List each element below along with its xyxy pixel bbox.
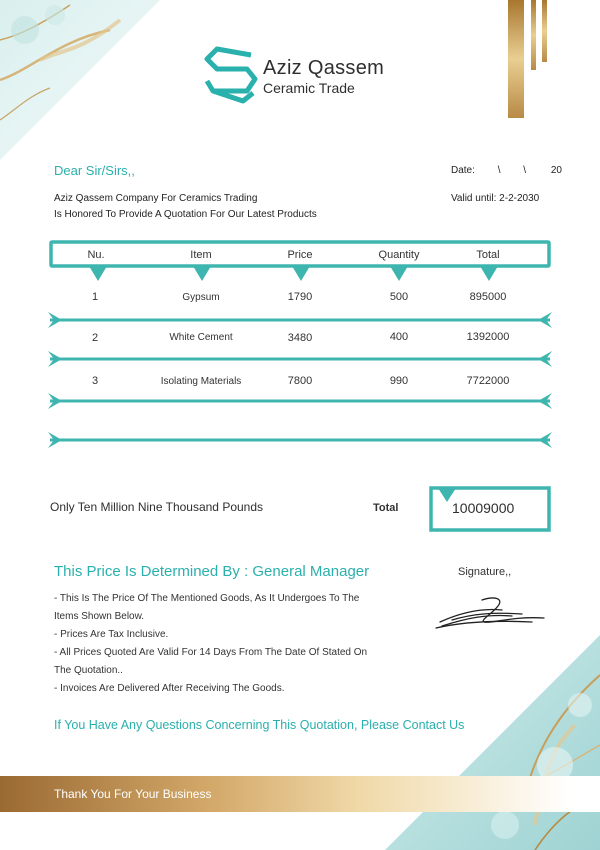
cell-price: 7800	[287, 375, 313, 387]
quotation-table-frame	[46, 237, 554, 457]
contact-line: If You Have Any Questions Concerning This Quotation, Please Contact Us	[54, 718, 465, 732]
marble-corner-top-left	[0, 0, 160, 160]
date-line	[451, 165, 562, 176]
date-separator: \	[523, 165, 527, 176]
note-line: Items Shown Below.	[54, 611, 145, 622]
signature-scribble	[432, 592, 550, 632]
cell-total: 1392000	[466, 331, 510, 343]
cell-nu: 2	[91, 332, 99, 344]
valid-until: Valid until: 2-2-2030	[451, 193, 540, 204]
signature-label: Signature,,	[458, 566, 512, 578]
cell-nu: 3	[91, 375, 99, 387]
intro-line-2: Is Honored To Provide A Quotation For Our Latest Products	[54, 209, 317, 220]
greeting: Dear Sir/Sirs,,	[54, 163, 135, 178]
company-logo-icon	[203, 45, 259, 105]
cell-quantity: 500	[389, 291, 409, 303]
cell-price: 3480	[287, 332, 313, 344]
cell-quantity: 400	[389, 331, 409, 343]
total-in-words: Only Ten Million Nine Thousand Pounds	[50, 500, 264, 514]
cell-total: 7722000	[466, 375, 510, 387]
note-line: - Invoices Are Delivered After Receiving The Goods.	[54, 683, 285, 694]
cell-nu: 1	[91, 291, 99, 303]
cell-quantity: 990	[389, 375, 409, 387]
cell-item: Isolating Materials	[160, 376, 242, 387]
cell-price: 1790	[287, 291, 313, 303]
note-line: - Prices Are Tax Inclusive.	[54, 629, 169, 640]
total-value: 10009000	[452, 500, 515, 516]
gold-bars-decoration	[508, 0, 558, 120]
column-header-total: Total	[476, 249, 500, 261]
brand-name: Aziz Qassem	[263, 57, 385, 79]
date-separator: \	[497, 165, 501, 176]
note-line: The Quotation..	[54, 665, 123, 676]
determined-by: This Price Is Determined By : General Manager	[54, 563, 370, 580]
cell-item: White Cement	[169, 332, 233, 343]
cell-item: Gypsum	[182, 292, 220, 303]
date-year: 20	[550, 165, 562, 176]
marble-corner-bottom-right	[385, 635, 600, 850]
date-label: Date:	[451, 165, 475, 176]
column-header-nu: Nu.	[87, 249, 105, 261]
note-line: - All Prices Quoted Are Valid For 14 Days From The Date Of Stated On	[54, 647, 368, 658]
column-header-item: Item	[190, 249, 212, 261]
total-label: Total	[373, 502, 399, 514]
column-header-price: Price	[287, 249, 313, 261]
cell-total: 895000	[469, 291, 507, 303]
column-header-quantity: Quantity	[378, 249, 420, 261]
footer-thanks: Thank You For Your Business	[54, 787, 212, 801]
note-line: - This Is The Price Of The Mentioned Goods, As It Undergoes To The	[54, 593, 360, 604]
intro-line-1: Aziz Qassem Company For Ceramics Trading	[54, 193, 258, 204]
brand-subtitle: Ceramic Trade	[263, 80, 355, 96]
